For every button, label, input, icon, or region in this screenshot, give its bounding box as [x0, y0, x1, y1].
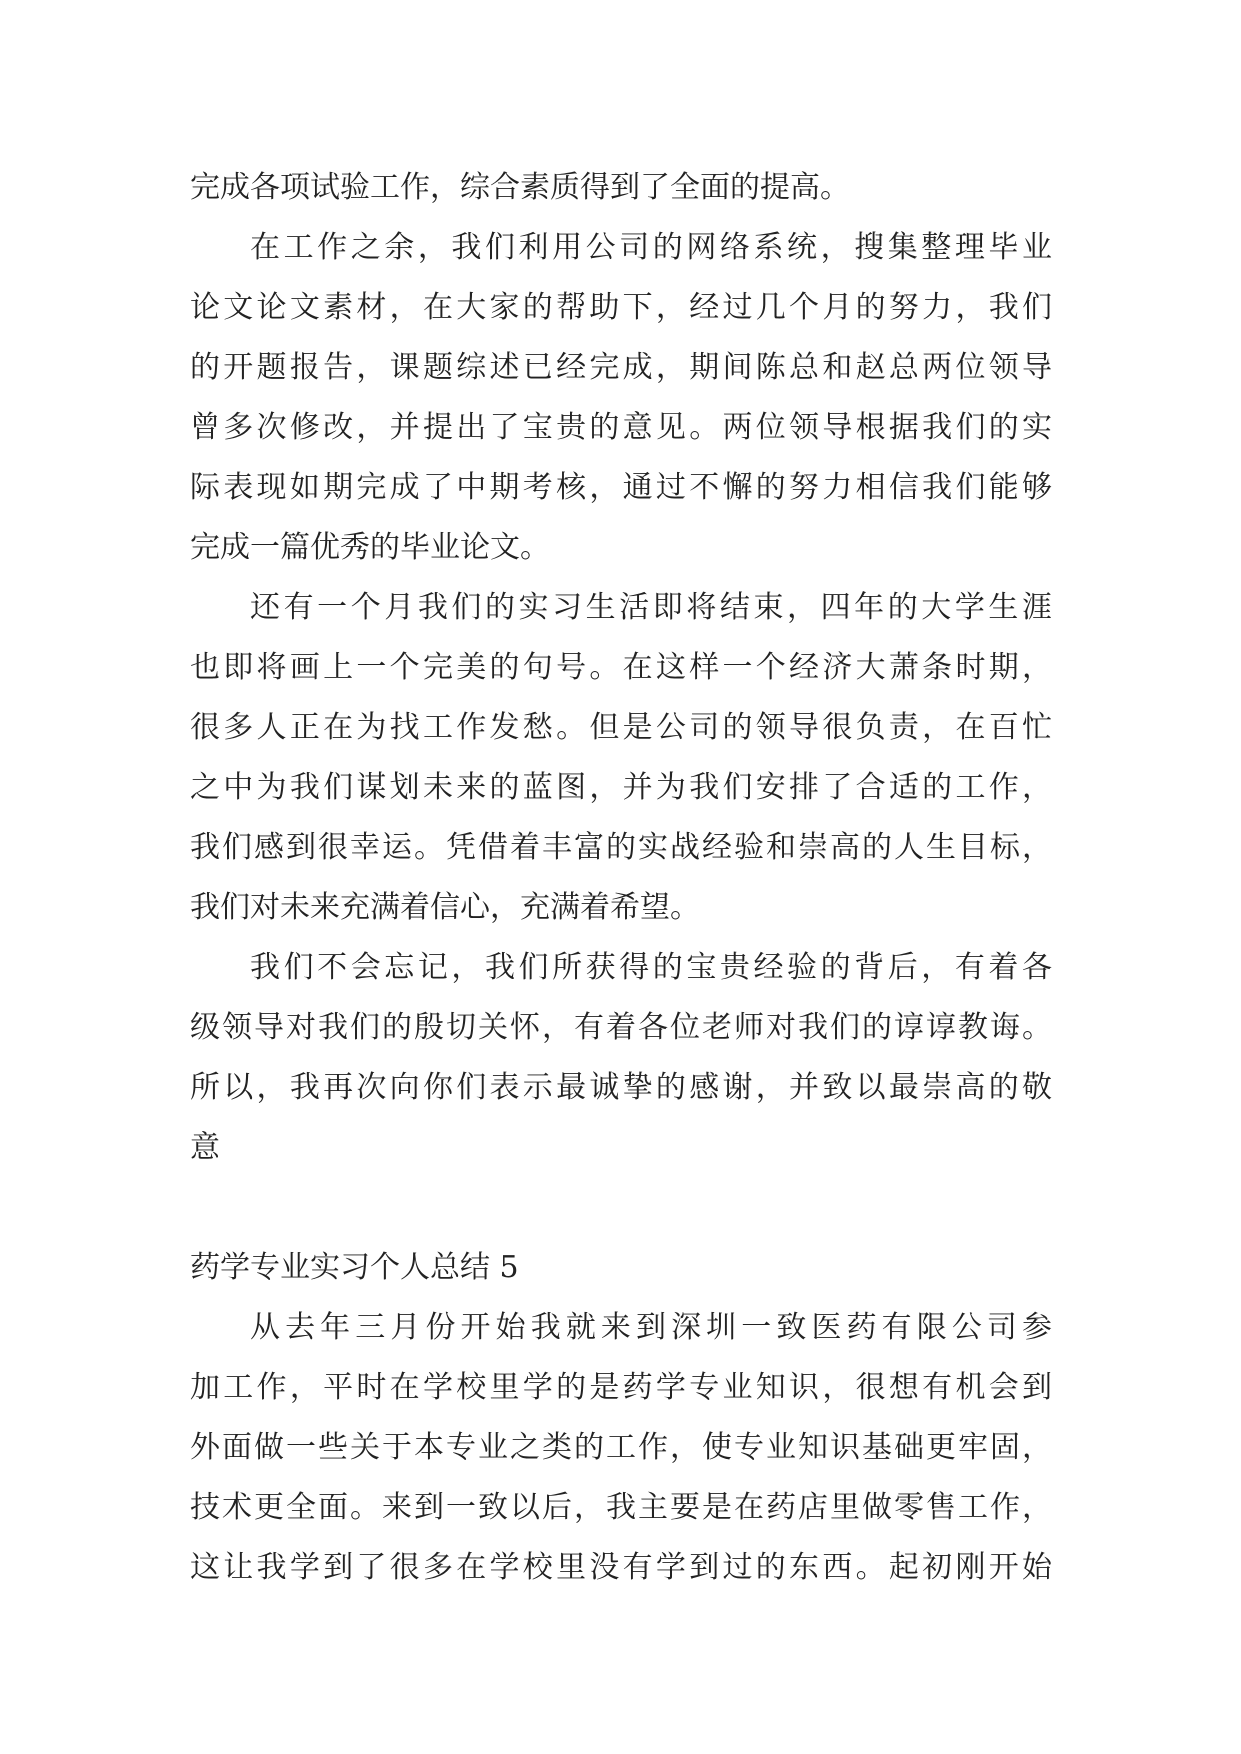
text-line: 我们不会忘记，我们所获得的宝贵经验的背后，有着各 [250, 950, 1052, 985]
text-line: 外面做一些关于本专业之类的工作，使专业知识基础更牢固， [190, 1430, 1052, 1465]
text-line: 我们对未来充满着信心，充满着希望。 [190, 890, 700, 925]
paragraph-thanks [190, 938, 1052, 1178]
text-line: 我们感到很幸运。凭借着丰富的实战经验和崇高的人生目标， [190, 830, 1052, 865]
text-line: 级领导对我们的殷切关怀，有着各位老师对我们的谆谆教诲。 [190, 1010, 1052, 1045]
text-line: 完成各项试验工作，综合素质得到了全面的提高。 [190, 170, 850, 205]
text-line: 还有一个月我们的实习生活即将结束，四年的大学生涯 [250, 590, 1052, 625]
text-line: 从去年三月份开始我就来到深圳一致医药有限公司参 [250, 1310, 1052, 1345]
section-spacer [190, 1178, 1052, 1238]
paragraph-future [190, 578, 1052, 938]
paragraph-section5 [190, 1298, 1052, 1598]
section-heading-text: 药学专业实习个人总结 5 [190, 1250, 519, 1285]
text-line: 意 [190, 1130, 220, 1165]
text-line: 所以，我再次向你们表示最诚挚的感谢，并致以最崇高的敬 [190, 1070, 1052, 1105]
text-line: 完成一篇优秀的毕业论文。 [190, 530, 550, 565]
text-line: 际表现如期完成了中期考核，通过不懈的努力相信我们能够 [190, 470, 1052, 505]
text-line: 很多人正在为找工作发愁。但是公司的领导很负责，在百忙 [190, 710, 1052, 745]
text-line: 论文论文素材，在大家的帮助下，经过几个月的努力，我们 [190, 290, 1052, 325]
document-body [190, 158, 1052, 1598]
text-line: 的开题报告，课题综述已经完成，期间陈总和赵总两位领导 [190, 350, 1052, 385]
text-line: 在工作之余，我们利用公司的网络系统，搜集整理毕业 [250, 230, 1052, 265]
text-line: 加工作，平时在学校里学的是药学专业知识，很想有机会到 [190, 1370, 1052, 1405]
text-line: 之中为我们谋划未来的蓝图，并为我们安排了合适的工作， [190, 770, 1052, 805]
paragraph-thesis [190, 218, 1052, 578]
text-line: 这让我学到了很多在学校里没有学到过的东西。起初刚开始 [190, 1550, 1052, 1585]
paragraph-continuation [190, 158, 1052, 218]
text-line: 技术更全面。来到一致以后，我主要是在药店里做零售工作， [190, 1490, 1052, 1525]
text-line: 也即将画上一个完美的句号。在这样一个经济大萧条时期， [190, 650, 1052, 685]
section-heading [190, 1238, 1052, 1298]
text-line: 曾多次修改，并提出了宝贵的意见。两位领导根据我们的实 [190, 410, 1052, 445]
